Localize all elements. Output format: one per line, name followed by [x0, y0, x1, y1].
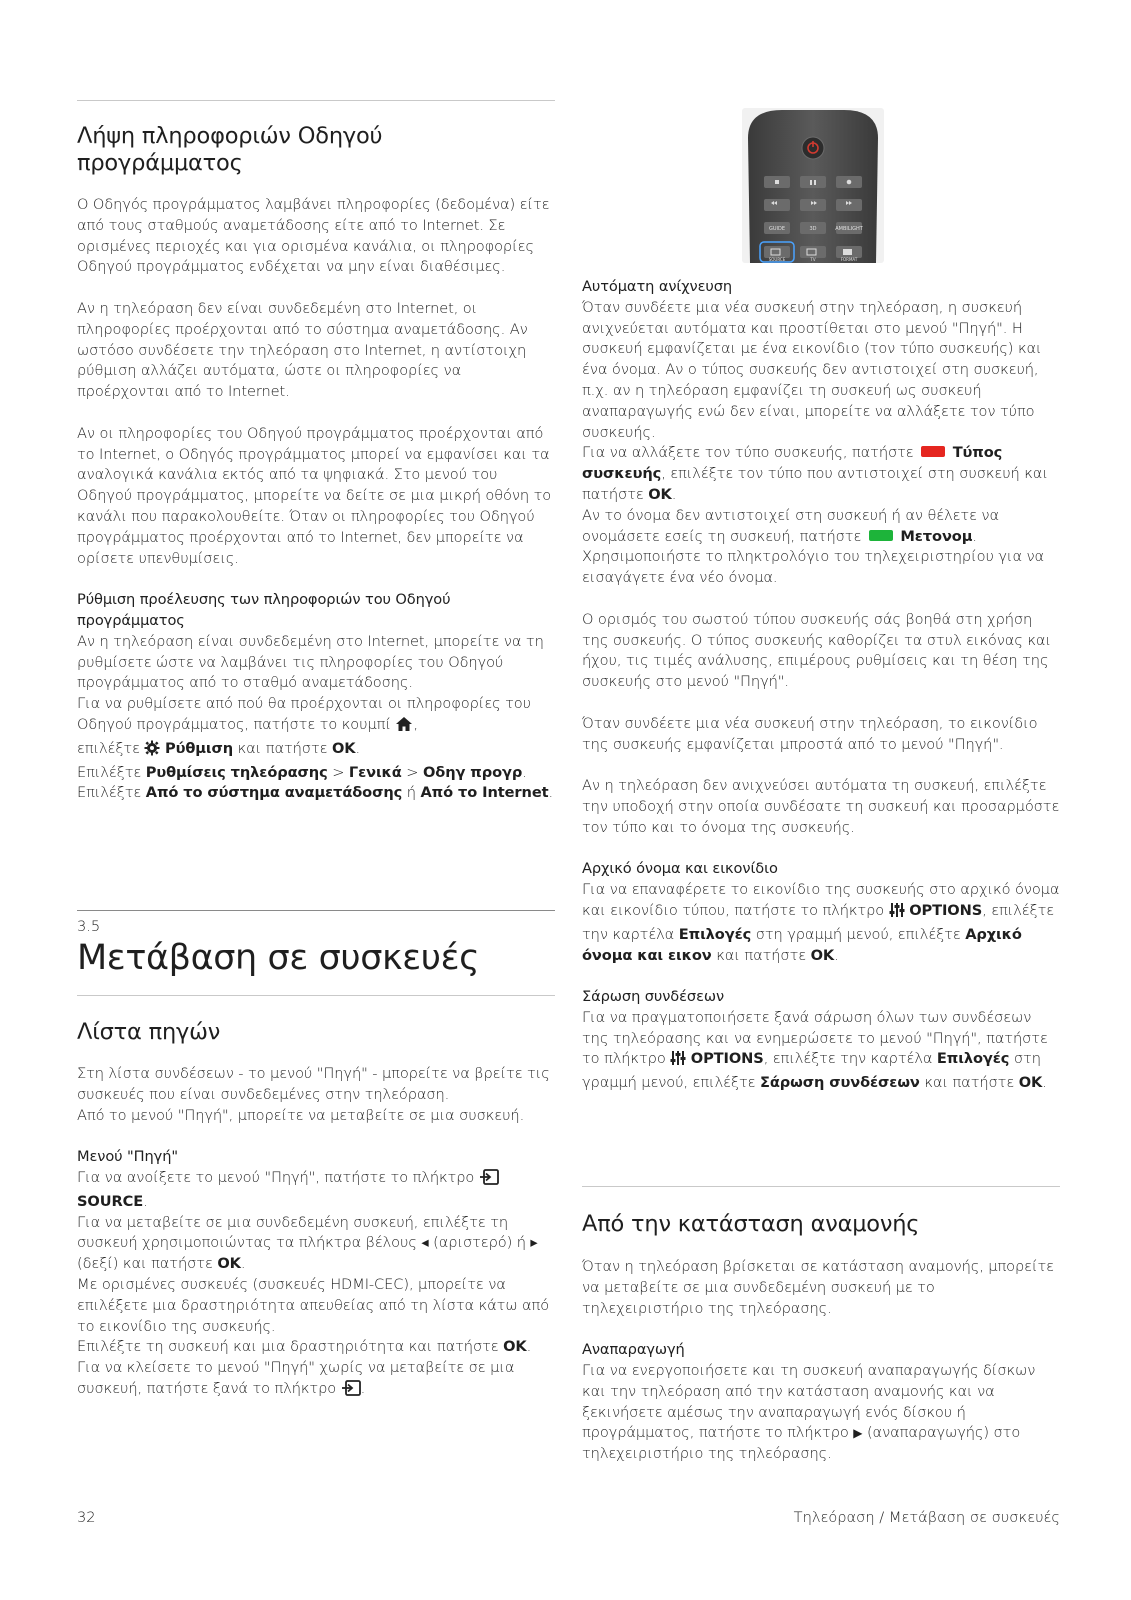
text-span: .: [522, 763, 527, 781]
auto-detect-paragraph-2: [582, 443, 1060, 505]
text-span: και πατήστε: [237, 739, 328, 757]
broadcast-term: Από το σύστημα αναμετάδοσης: [145, 784, 403, 802]
text-span: Για να αλλάξετε τον τύπο συσκευής, πατήστε: [582, 444, 914, 462]
remote-3d-label: 3D: [809, 226, 817, 232]
source-term: SOURCE: [77, 1192, 144, 1210]
text-span: .: [1042, 1074, 1047, 1092]
settings-term: Ρύθμιση: [164, 739, 234, 757]
text-span: , επιλέξτε τον τύπο που αντιστοιχεί στη συσκευή και πατήστε: [582, 465, 1048, 503]
text-span: Για να ανοίξετε το μενού "Πηγή", πατήστε το πλήκτρο: [77, 1168, 475, 1186]
text-span: .: [548, 784, 554, 802]
section-title-standby: Από την κατάσταση αναμονής: [582, 1211, 920, 1237]
text-span: στη γραμμή μενού, επιλέξτε: [582, 1050, 1041, 1092]
text-span: .: [360, 1379, 366, 1397]
chapter-rule: [77, 910, 555, 911]
auto-detect-paragraph-1: Όταν συνδέετε μια νέα συσκευή στην τηλεόραση, η συσκευή ανιχνεύεται αυτόματα και προστίθεται στο μενού "Πηγή". Η συσκευή εμφανίζεται με ένα εικονίδιο (τον τύπο συσκευής) και ένα όνομα. Αν ο τύπος συσκευής δεν αντιστοιχεί στη συσκευή, π.χ. αν η τηλεόραση εμφανίζει τη συσκευή ως συσκευή αναπαραγωγής ενώ δεν είναι, μπορείτε να αλλάξετε τον τύπο συσκευής.: [582, 298, 1042, 441]
guide-source-paragraph-3: [77, 763, 555, 805]
source-menu-paragraph-1: [77, 1168, 555, 1213]
text-span: επιλέξτε: [77, 739, 140, 757]
tv-settings-term: Ρυθμίσεις τηλεόρασης: [145, 763, 328, 781]
source-menu-paragraph-5: [77, 1358, 555, 1403]
text-span: ή: [406, 784, 416, 802]
play-icon: ▶: [853, 1426, 863, 1441]
guide-info-paragraph-1: Ο Οδηγός προγράμματος λαμβάνει πληροφορίες (δεδομένα) είτε από τους σταθμούς αναμετάδοσης είτε από το Internet. Σε ορισμένες περιοχές και για ορισμένα κανάλια, οι πληροφορίες Οδηγού προγράμματος ενδέχεται να μην είναι διαθέσιμες.: [77, 196, 550, 276]
page-number: 32: [77, 1509, 96, 1526]
text-span: (αριστερό) ή: [433, 1234, 526, 1252]
ok-term: OK: [1018, 1074, 1043, 1092]
text-span: Για να ρυθμίσετε από πού θα προέρχονται οι πληροφορίες του Οδηγού προγράμματος, πατήστε το κουμπί: [77, 695, 531, 733]
text-span: , επιλέξτε την καρτέλα: [763, 1050, 933, 1068]
section-title-source-list: Λίστα πηγών: [77, 1019, 221, 1045]
text-span: και πατήστε: [924, 1074, 1015, 1092]
options-term: OPTIONS: [909, 901, 983, 919]
text-span: .: [671, 485, 677, 503]
scan-term: Σάρωση συνδέσεων: [759, 1074, 920, 1092]
text-span: ,: [413, 715, 418, 733]
source-menu-paragraph-2: [77, 1213, 555, 1275]
rename-term: Μετονομ: [900, 527, 973, 545]
text-span: Για να ενεργοποιήσετε και τη συσκευή αναπαραγωγής δίσκων και την τηλεόραση από την κατάσταση αναμονής και να ξεκινήσετε αμέσως την αναπαραγωγή ενός δίσκου ή προγράμματος, πατήστε το πλήκτρο: [582, 1361, 1036, 1442]
ok-term: OK: [331, 739, 356, 757]
source-menu-paragraph-4: [77, 1337, 555, 1358]
text-span: .: [143, 1192, 148, 1210]
text-span: Επιλέξτε: [77, 784, 142, 802]
remote-ambilight-label: AMBILIGHT: [835, 226, 863, 232]
text-span: (αναπαραγωγής) στο τηλεχειριστήριο της τηλεόρασης.: [582, 1424, 1021, 1463]
source-list-paragraph-1: Στη λίστα συνδέσεων - το μενού "Πηγή" - μπορείτε να βρείτε τις συσκευές που είναι συνδεδεμένες στην τηλεόραση.: [77, 1065, 550, 1103]
text-span: Επιλέξτε τη συσκευή και μια δραστηριότητα και πατήστε: [77, 1338, 499, 1356]
remote-control-image: [742, 108, 884, 263]
text-span: στη γραμμή μενού, επιλέξτε: [755, 925, 961, 943]
ok-term: OK: [503, 1338, 527, 1356]
text-span: Αν το όνομα δεν αντιστοιχεί στη συσκευή ή αν θέλετε να ονομάσετε εσείς τη συσκευή, πατήστε: [582, 506, 1000, 545]
internet-term: Από το Internet: [420, 784, 549, 802]
guide-term: Οδηγ προγρ: [422, 763, 523, 781]
text-span: . Χρησιμοποιήστε το πληκτρολόγιο του τηλεχειριστηρίου για να εισαγάγετε ένα νέο όνομα.: [582, 527, 1045, 587]
text-span: >: [406, 763, 419, 781]
text-span: .: [240, 1255, 246, 1273]
home-icon: [395, 716, 413, 739]
original-name-term: Αρχικό όνομα και εικον: [582, 925, 1022, 964]
text-span: , επιλέξτε την καρτέλα: [582, 901, 1055, 943]
standby-paragraph: Όταν η τηλεόραση βρίσκεται σε κατάσταση αναμονής, μπορείτε να μεταβείτε σε μια συνδεδεμένη συσκευή με το τηλεχειριστήριο της τηλεόρασης.: [582, 1258, 1054, 1317]
playback-paragraph: [582, 1361, 1060, 1465]
source-icon: [479, 1169, 499, 1192]
original-name-subheading: Αρχικό όνομα και εικονίδιο: [582, 860, 778, 878]
text-span: Επιλέξτε: [77, 763, 142, 781]
standby-rule: [582, 1186, 1060, 1187]
source-menu-subheading: Μενού "Πηγή": [77, 1148, 178, 1166]
source-icon: [341, 1380, 361, 1403]
remote-format-label: FORMAT: [840, 257, 858, 262]
auto-detect-paragraph-5: Όταν συνδέετε μια νέα συσκευή στην τηλεόραση, το εικονίδιο της συσκευής εμφανίζεται μπροστά από το μενού "Πηγή".: [582, 714, 1038, 753]
guide-source-paragraph-1: Αν η τηλεόραση είναι συνδεδεμένη στο Internet, μπορείτε να τη ρυθμίσετε ώστε να λαμβάνει τις πληροφορίες του Οδηγού προγράμματος από το σταθμό αναμετάδοσης.: [77, 632, 544, 692]
arrow-left-icon: ◂: [421, 1234, 429, 1252]
guide-source-paragraph-2: [77, 694, 555, 762]
text-span: Για να επαναφέρετε το εικονίδιο της συσκευής στο αρχικό όνομα και εικονίδιο τύπου, πατήστε το πλήκτρο: [582, 881, 1060, 919]
gear-icon: [144, 740, 160, 763]
options-icon: [670, 1050, 686, 1073]
text-span: Για να κλείσετε το μενού "Πηγή" χωρίς να μεταβείτε σε μια συσκευή, πατήστε ξανά το πλήκτρο: [77, 1359, 515, 1397]
scan-subheading: Σάρωση συνδέσεων: [582, 988, 725, 1006]
source-menu-paragraph-3: Με ορισμένες συσκευές (συσκευές HDMI-CEC), μπορείτε να επιλέξετε μια δραστηριότητα απευθείας από τη λίστα κάτω από το εικονίδιο της συσκευής.: [77, 1275, 550, 1335]
scan-paragraph: [582, 1008, 1060, 1094]
chapter-rule-bottom: [77, 995, 555, 996]
ok-term: OK: [810, 946, 835, 964]
text-span: και πατήστε: [716, 946, 807, 964]
options-tab-term: Επιλογές: [936, 1050, 1010, 1068]
auto-detect-subheading: Αυτόματη ανίχνευση: [582, 278, 733, 295]
text-span: Για να μεταβείτε σε μια συνδεδεμένη συσκευή, επιλέξτε τη συσκευή χρησιμοποιώντας τα πλήκτρα βέλους: [77, 1213, 509, 1252]
auto-detect-paragraph-3: [582, 506, 1060, 589]
options-term: OPTIONS: [690, 1050, 764, 1068]
general-term: Γενικά: [348, 763, 402, 781]
original-name-paragraph: [582, 880, 1060, 966]
device-type-term: Τύπος συσκευής: [582, 444, 1003, 483]
ok-term: OK: [648, 485, 672, 503]
arrow-right-icon: ▸: [530, 1234, 538, 1252]
remote-guide-label: GUIDE: [768, 226, 786, 232]
remote-source-label: SOURCE: [768, 257, 786, 262]
text-span: >: [332, 763, 345, 781]
footer-breadcrumb: Τηλεόραση / Μετάβαση σε συσκευές: [793, 1509, 1060, 1526]
text-span: .: [834, 946, 839, 964]
top-rule-left: [77, 100, 555, 101]
guide-source-subheading: Ρύθμιση προέλευσης των πληροφοριών του Οδηγού προγράμματος: [77, 591, 451, 629]
text-span: Για να πραγματοποιήσετε ξανά σάρωση όλων των συνδέσεων της τηλεόρασης και να ενημερώσετε το μενού "Πηγή", πατήστε το πλήκτρο: [582, 1008, 1048, 1068]
source-list-paragraph-2: Από το μενού "Πηγή", μπορείτε να μεταβείτε σε μια συσκευή.: [77, 1106, 525, 1124]
section-number: 3.5: [77, 918, 101, 935]
auto-detect-paragraph-6: Αν η τηλεόραση δεν ανιχνεύσει αυτόματα τη συσκευή, επιλέξτε την υποδοχή στην οποία συνδέσατε τη συσκευή και προσαρμόστε τον τύπο και το όνομα της συσκευής.: [582, 777, 1060, 836]
playback-subheading: Αναπαραγωγή: [582, 1341, 685, 1359]
options-tab-term: Επιλογές: [678, 925, 752, 943]
remote-tv-label: TV: [810, 257, 816, 262]
ok-term: OK: [217, 1255, 241, 1273]
guide-info-paragraph-2: Αν η τηλεόραση δεν είναι συνδεδεμένη στο Internet, οι πληροφορίες προέρχονται από το σύστημα αναμετάδοσης. Αν ωστόσο συνδέσετε την τηλεόραση στο Internet, η αντίστοιχη ρύθμιση αλλάζει αυτόματα, ώστε οι πληροφορίες να προέρχονται από το Internet.: [77, 299, 528, 401]
text-span: .: [526, 1338, 532, 1356]
guide-info-paragraph-3: Αν οι πληροφορίες του Οδηγού προγράμματος προέρχονται από το Internet, ο Οδηγός προγράμματος μπορεί να εμφανίσει και τα αναλογικά κανάλια εκτός από τα ψηφιακά. Στο μενού του Οδηγού προγράμματος, μπορείτε να δείτε σε μια μικρή οθόνη το κανάλι που παρακολουθείτε. Όταν οι πληροφορίες του Οδηγού προγράμματος προέρχονται από το Internet, δεν μπορείτε να ορίσετε υπενθυμίσεις.: [77, 424, 552, 567]
red-key-icon: [921, 446, 945, 457]
section-title-guide-info: Λήψη πληροφοριών Οδηγού προγράμματος: [77, 123, 383, 176]
text-span: .: [355, 739, 361, 757]
green-key-icon: [869, 530, 893, 541]
options-icon: [889, 902, 905, 925]
auto-detect-paragraph-4: Ο ορισμός του σωστού τύπου συσκευής σάς βοηθά στη χρήση της συσκευής. Ο τύπος συσκευής καθορίζει τα στυλ εικόνας και ήχου, τις τιμές ανάλυσης, επιμέρους ρυθμίσεις και τη θέση της συσκευής στο μενού "Πηγή".: [582, 610, 1051, 691]
chapter-title: Μετάβαση σε συσκευές: [77, 938, 480, 978]
text-span: (δεξί) και πατήστε: [77, 1255, 213, 1273]
